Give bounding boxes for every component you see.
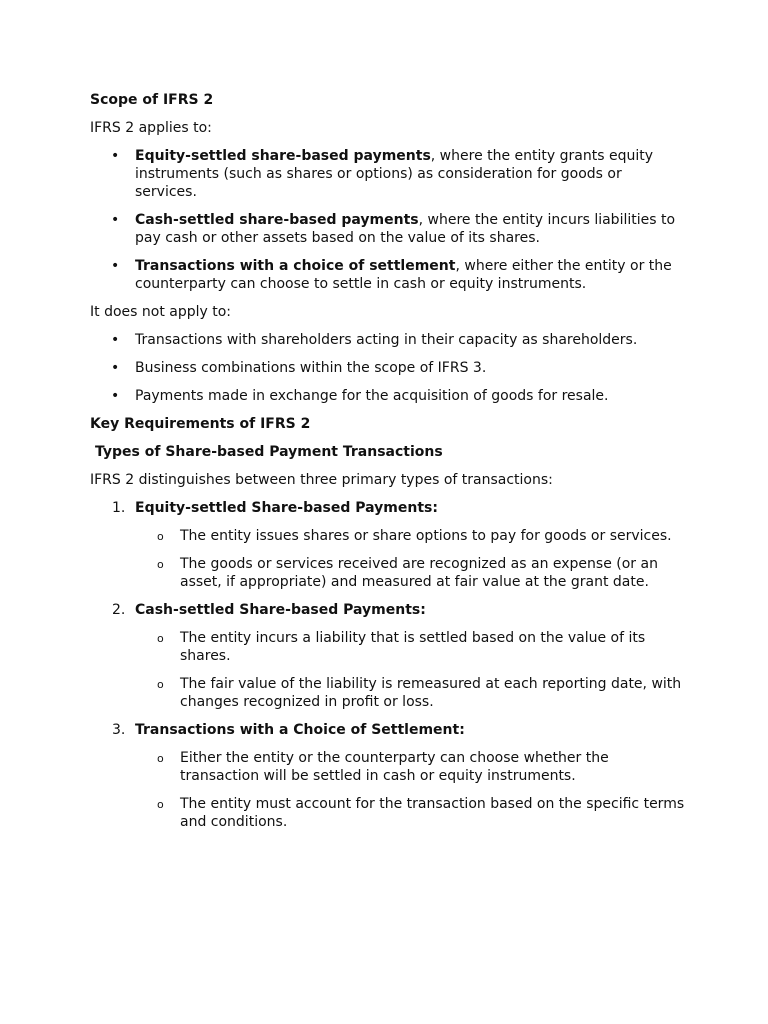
sub-bullet-marker: o (157, 752, 164, 765)
sub-list-item (135, 749, 685, 785)
exclusion-intro: It does not apply to: (90, 304, 232, 320)
bullet-marker: • (111, 258, 120, 274)
sub-list-item (135, 629, 685, 665)
types-list (90, 499, 685, 831)
sub-bullet-marker: o (157, 798, 164, 811)
sub-item-text: The fair value of the liability is remeasured at each reporting date, with changes recognized in profit or loss. (180, 676, 682, 710)
applies-list (90, 147, 685, 293)
item-text: Business combinations within the scope of IFRS 3. (135, 360, 487, 376)
sub-item-text: The entity must account for the transaction based on the specific terms and conditions. (180, 796, 685, 830)
list-item (90, 359, 685, 377)
item-text: Transactions with shareholders acting in their capacity as shareholders. (135, 332, 638, 348)
sub-bullet-marker: o (157, 530, 164, 543)
sub-bullet-marker: o (157, 632, 164, 645)
sub-list-item (135, 527, 685, 545)
excludes-list (90, 331, 685, 405)
sub-item-text: The goods or services received are recognized as an expense (or an asset, if appropriate) and measured at fair value at the grant date. (180, 556, 658, 590)
scope-heading: Scope of IFRS 2 (90, 92, 214, 108)
sub-list-item (135, 795, 685, 831)
sub-item-text: Either the entity or the counterparty can choose whether the transaction will be settled in cash or equity instruments. (180, 750, 609, 784)
sub-bullet-marker: o (157, 678, 164, 691)
sub-list-item (135, 675, 685, 711)
sub-list (135, 629, 685, 711)
number-marker: 3. (112, 722, 126, 738)
requirements-heading: Key Requirements of IFRS 2 (90, 416, 311, 432)
item-bold: Cash-settled share-based payments (135, 212, 419, 228)
bullet-marker: • (111, 212, 120, 228)
numbered-item (90, 601, 685, 711)
type-title: Equity-settled Share-based Payments: (135, 500, 438, 516)
list-item (90, 331, 685, 349)
sub-item-text: The entity issues shares or share options to pay for goods or services. (180, 528, 672, 544)
sub-bullet-marker: o (157, 558, 164, 571)
types-intro: IFRS 2 distinguishes between three primary types of transactions: (90, 472, 553, 488)
item-text: , where the entity grants equity instruments (such as shares or options) as consideration for goods or services. (135, 148, 654, 200)
sub-item-text: The entity incurs a liability that is settled based on the value of its shares. (180, 630, 646, 664)
number-marker: 1. (112, 500, 126, 516)
item-bold: Transactions with a choice of settlement (135, 258, 456, 274)
item-text: , where either the entity or the counterparty can choose to settle in cash or equity instruments. (135, 258, 672, 292)
type-title: Cash-settled Share-based Payments: (135, 602, 426, 618)
bullet-marker: • (111, 360, 120, 376)
sub-list (135, 527, 685, 591)
list-item (90, 211, 685, 247)
item-text: , where the entity incurs liabilities to pay cash or other assets based on the value of its shares. (135, 212, 676, 246)
list-item (90, 147, 685, 201)
types-subheading: Types of Share-based Payment Transactions (95, 444, 443, 460)
document-page (90, 91, 685, 841)
sub-list-item (135, 555, 685, 591)
number-marker: 2. (112, 602, 126, 618)
bullet-marker: • (111, 148, 120, 164)
bullet-marker: • (111, 332, 120, 348)
numbered-item (90, 721, 685, 831)
type-title: Transactions with a Choice of Settlement: (135, 722, 465, 738)
list-item (90, 387, 685, 405)
bullet-marker: • (111, 388, 120, 404)
scope-intro: IFRS 2 applies to: (90, 120, 212, 136)
list-item (90, 257, 685, 293)
item-bold: Equity-settled share-based payments (135, 148, 431, 164)
item-text: Payments made in exchange for the acquisition of goods for resale. (135, 388, 609, 404)
sub-list (135, 749, 685, 831)
numbered-item (90, 499, 685, 591)
